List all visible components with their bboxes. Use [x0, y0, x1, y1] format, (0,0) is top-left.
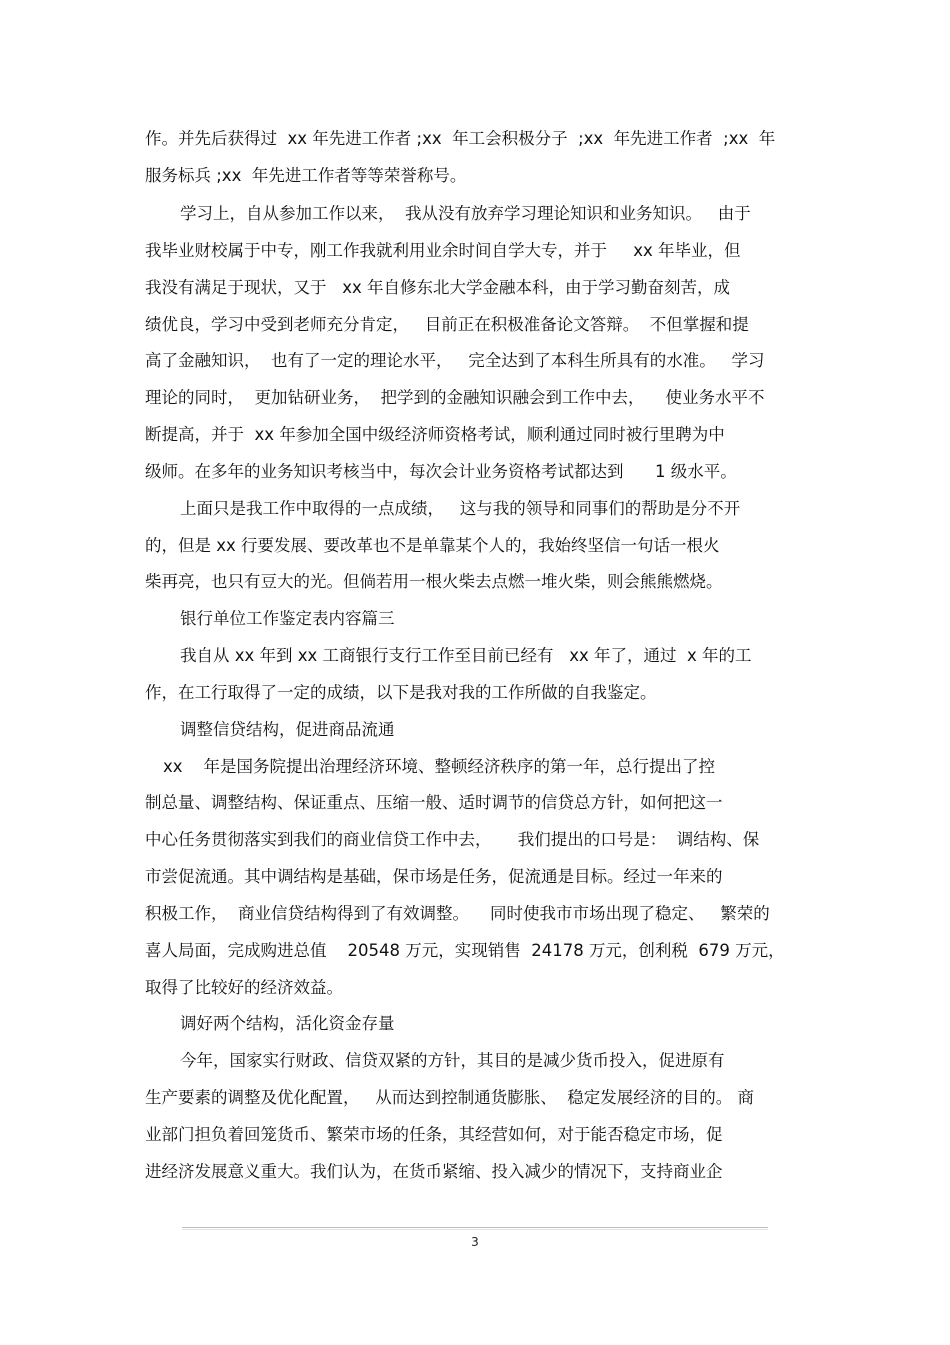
text-line: 服务标兵 ;xx 年先进工作者等等荣誉称号。 [145, 166, 467, 185]
footer-divider [182, 1227, 768, 1228]
text-line: 生产要素的调整及优化配置， 从而达到控制通货膨胀、 稳定发展经济的目的。 商 [145, 1088, 754, 1107]
text-line: 上面只是我工作中取得的一点成绩， 这与我的领导和同事们的帮助是分不开 [180, 499, 741, 518]
text-line: 学习上，自从参加工作以来， 我从没有放弃学习理论知识和业务知识。 由于 [180, 204, 751, 223]
text-line: 的，但是 xx 行要发展、要改革也不是单靠某个人的，我始终坚信一句话一根火 [145, 536, 720, 555]
text-line: 理论的同时， 更加钻研业务， 把学到的金融知识融会到工作中去， 使业务水平不 [145, 388, 765, 407]
text-line: 业部门担负着回笼货币、繁荣市场的任条，其经营如何，对于能否稳定市场，促 [145, 1125, 723, 1144]
text-line: 绩优良，学习中受到老师充分肯定， 目前正在积极准备论文答辩。 不但掌握和提 [145, 315, 749, 334]
section-heading: 调整信贷结构，促进商品流通 [180, 720, 395, 739]
text-line: 我没有满足于现状，又于 xx 年自修东北大学金融本科，由于学习勤奋刻苦，成 [145, 278, 731, 297]
section-heading: 调好两个结构，活化资金存量 [180, 1014, 395, 1033]
text-line: 中心任务贯彻落实到我们的商业信贷工作中去， 我们提出的口号是： 调结构、保 [145, 830, 760, 849]
text-line: 喜人局面，完成购进总值 20548 万元，实现销售 24178 万元，创利税 679 万元， [145, 941, 785, 960]
text-line: 断提高，并于 xx 年参加全国中级经济师资格考试，顺利通过同时被行里聘为中 [145, 425, 725, 444]
text-line: 今年，国家实行财政、信贷双紧的方针，其目的是减少货币投入，促进原有 [180, 1051, 725, 1070]
text-line: xx 年是国务院提出治理经济环境、整顿经济秩序的第一年，总行提出了控 [163, 757, 716, 776]
text-line: 进经济发展意义重大。我们认为，在货币紧缩、投入减少的情况下，支持商业企 [145, 1162, 723, 1181]
text-line: 作，在工行取得了一定的成绩，以下是我对我的工作所做的自我鉴定。 [145, 683, 657, 702]
text-line: 积极工作， 商业信贷结构得到了有效调整。 同时使我市市场出现了稳定、 繁荣的 [145, 904, 770, 923]
text-line: 制总量、调整结构、保证重点、压缩一般、适时调节的信贷总方针，如何把这一 [145, 793, 723, 812]
text-line: 级师。在多年的业务知识考核当中，每次会计业务资格考试都达到 1 级水平。 [145, 462, 737, 481]
text-line: 我毕业财校属于中专，刚工作我就利用业余时间自学大专，并于 xx 年毕业，但 [145, 241, 741, 260]
text-line: 取得了比较好的经济效益。 [145, 978, 343, 997]
text-line: 高了金融知识， 也有了一定的理论水平， 完全达到了本科生所具有的水准。 学习 [145, 351, 765, 370]
text-line: 市尝促流通。其中调结构是基础，保市场是任务，促流通是目标。经过一年来的 [145, 867, 723, 886]
text-line: 作。并先后获得过 xx 年先进工作者 ;xx 年工会积极分子 ;xx 年先进工作者 ;xx 年 [145, 129, 776, 148]
footer-divider-shadow [182, 1229, 768, 1230]
page-number: 3 [471, 1235, 479, 1249]
text-line: 我自从 xx 年到 xx 工商银行支行工作至目前已经有 xx 年了，通过 x 年的工 [180, 646, 752, 665]
text-line: 柴再亮，也只有豆大的光。但倘若用一根火柴去点燃一堆火柴，则会熊熊燃烧。 [145, 572, 723, 591]
section-heading: 银行单位工作鉴定表内容篇三 [180, 609, 395, 628]
